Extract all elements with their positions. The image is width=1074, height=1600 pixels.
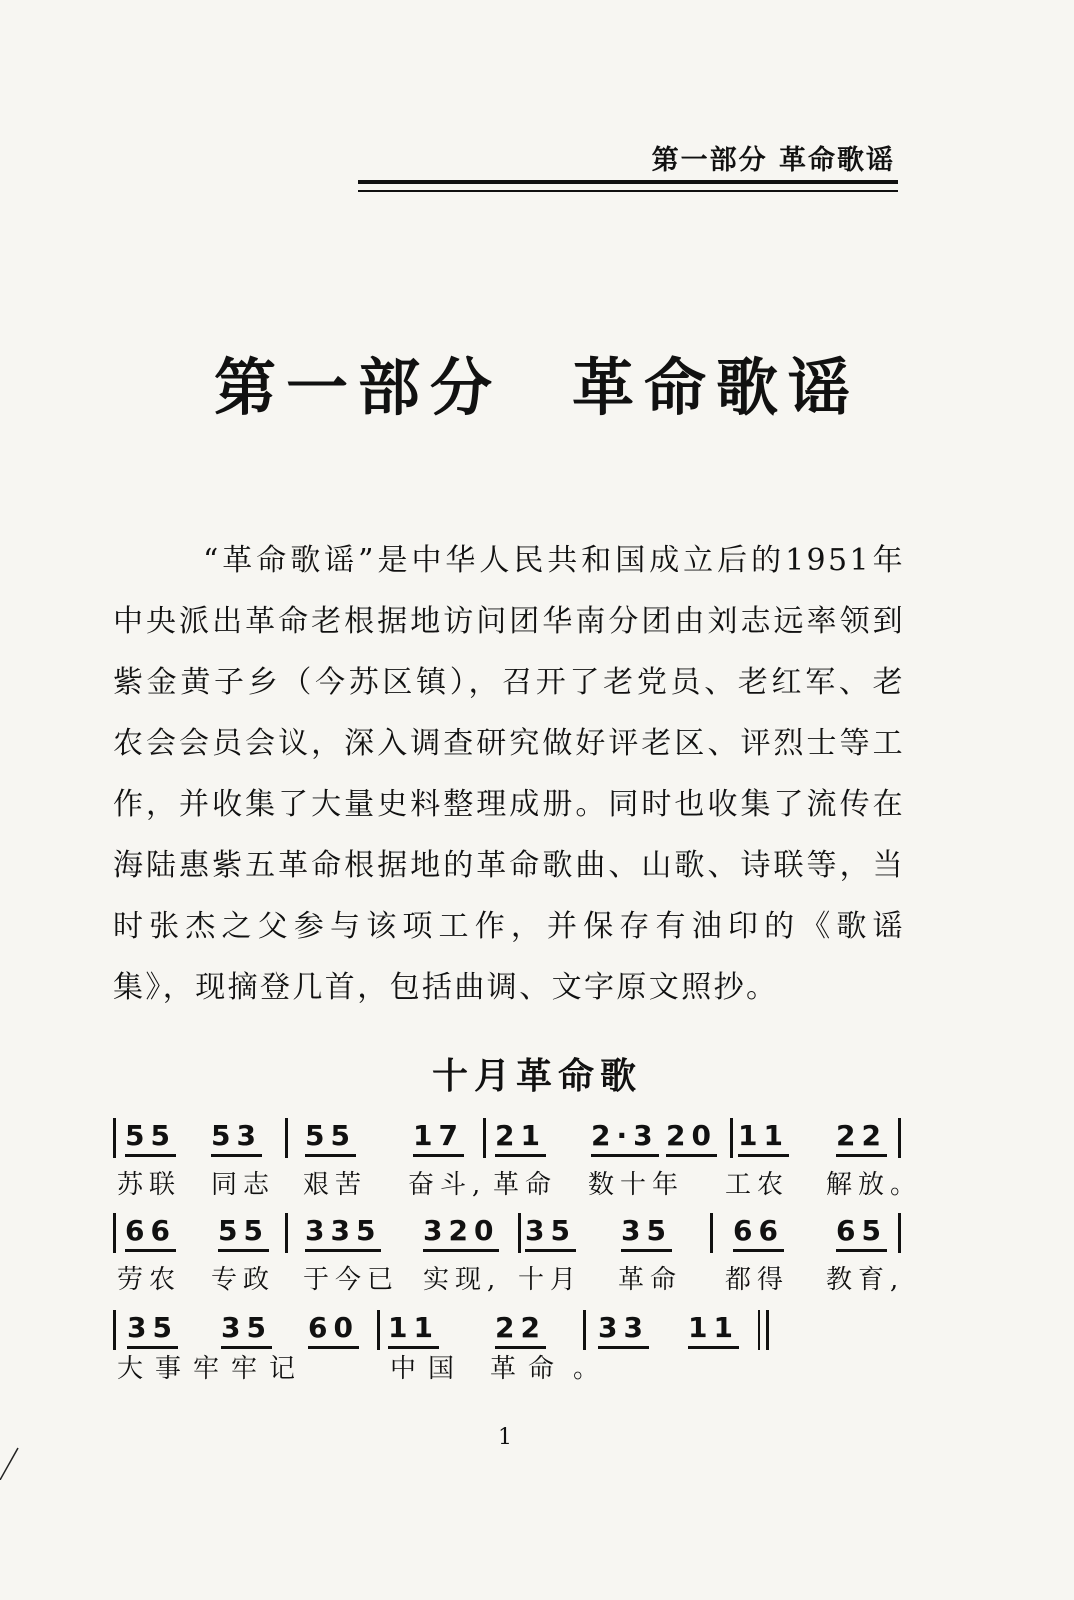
final-barline-thin — [758, 1310, 760, 1350]
running-head: 第一部分 革命歌谣 — [651, 145, 895, 176]
lyric: 教育, — [826, 1265, 905, 1295]
note-group: 320 — [423, 1215, 499, 1252]
chapter-title-name: 革命歌谣 — [572, 351, 861, 424]
lyric: 实现, — [423, 1265, 502, 1295]
note-group: 22 — [836, 1120, 887, 1157]
lyric: 于今已 — [303, 1265, 400, 1295]
page-number: 1 — [498, 1425, 512, 1450]
lyric: 解放。 — [826, 1170, 923, 1200]
lyric: 革命 — [618, 1265, 683, 1295]
barline — [710, 1213, 713, 1253]
note-group: 53 — [211, 1120, 262, 1157]
song-title: 十月革命歌 — [431, 1056, 642, 1097]
note-group: 2·3 — [591, 1120, 659, 1157]
lyric: 都得 — [725, 1265, 790, 1295]
lyric: 艰苦 — [303, 1170, 368, 1200]
lyric: 劳农 — [117, 1265, 182, 1295]
barline — [898, 1213, 901, 1253]
lyric: 革命 — [493, 1170, 558, 1200]
note-group: 35 — [525, 1215, 576, 1252]
barline — [285, 1118, 288, 1158]
lyric: 数十年 — [588, 1170, 685, 1200]
note-group: 55 — [305, 1120, 356, 1157]
score-line-3 — [113, 1310, 793, 1354]
note-group: 17 — [413, 1120, 464, 1157]
lyric: 。 — [573, 1354, 606, 1384]
note-group: 55 — [218, 1215, 269, 1252]
note-group: 335 — [305, 1215, 381, 1252]
note-group: 21 — [495, 1120, 546, 1157]
note-group: 11 — [688, 1312, 739, 1349]
lyric: 革命 — [490, 1354, 567, 1384]
note-group: 11 — [738, 1120, 789, 1157]
note-group: 33 — [598, 1312, 649, 1349]
note-group: 60 — [308, 1312, 359, 1349]
barline — [377, 1310, 380, 1350]
barline — [113, 1310, 116, 1350]
barline — [483, 1118, 486, 1158]
barline — [898, 1118, 901, 1158]
note-group: 11 — [388, 1312, 439, 1349]
barline — [113, 1118, 116, 1158]
intro-text — [113, 530, 905, 1018]
scan-edge-mark — [0, 1440, 30, 1480]
note-group: 20 — [666, 1120, 717, 1157]
lyric: 中国 — [390, 1354, 467, 1384]
note-group: 65 — [836, 1215, 887, 1252]
score-line-1 — [113, 1118, 913, 1162]
lyric: 苏联 — [117, 1170, 182, 1200]
chapter-title — [0, 338, 1074, 427]
score-line-2 — [113, 1213, 913, 1257]
lyric: 专政 — [211, 1265, 276, 1295]
barline — [583, 1310, 586, 1350]
header-rule — [358, 180, 898, 192]
note-group: 35 — [127, 1312, 178, 1349]
note-group: 35 — [221, 1312, 272, 1349]
lyric: 奋斗, — [408, 1170, 487, 1200]
note-group: 35 — [621, 1215, 672, 1252]
note-group: 22 — [495, 1312, 546, 1349]
chapter-title-part: 第一部分 — [213, 351, 502, 424]
lyric: 同志 — [211, 1170, 276, 1200]
barline — [285, 1213, 288, 1253]
barline — [113, 1213, 116, 1253]
lyric: 大事牢牢记 — [117, 1354, 308, 1384]
barline — [518, 1213, 521, 1253]
intro-paragraph: “革命歌谣”是中华人民共和国成立后的1951年中央派出革命老根据地访问团华南分团由刘志远率领到紫金黄子乡（今苏区镇），召开了老党员、老红军、老农会会员会议，深入调查研究做好评老区、评烈士等工作，并收集了大量史料整理成册。同时也收集了流传在海陆惠紫五革命根据地的革命歌曲、山歌、诗联等，当时张杰之父参与该项工作，并保存有油印的《歌谣集》，现摘登几首，包括曲调、文字原文照抄。 — [113, 543, 905, 1005]
note-group: 66 — [733, 1215, 784, 1252]
note-group: 66 — [125, 1215, 176, 1252]
barline — [730, 1118, 733, 1158]
note-group: 55 — [125, 1120, 176, 1157]
final-barline-thick — [766, 1310, 769, 1350]
lyric: 工农 — [725, 1170, 790, 1200]
lyric: 十月 — [518, 1265, 583, 1295]
